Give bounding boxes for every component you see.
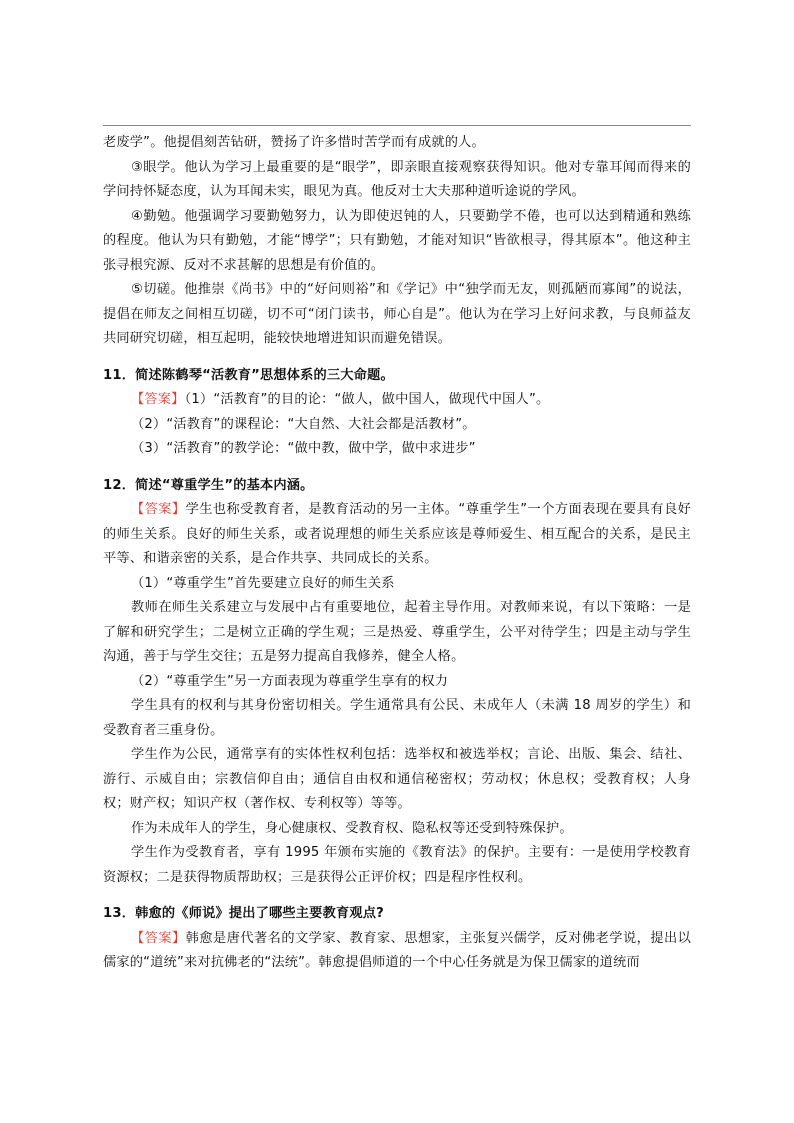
answer-12-paragraph-5: 学生作为受教育者，享有 1995 年颁布实施的《教育法》的保护。主要有：一是使用学校教育资源权；二是获得物质帮助权；三是获得公正评价权；四是程序性权利。 (103, 845, 691, 885)
answer-13-text: 韩愈是唐代著名的文学家、教育家、思想家，主张复兴儒学，反对佛老学说，提出以儒家的“道统”来对抗佛老的“法统”。韩愈提倡师道的一个中心任务就是为保卫儒家的道统而 (103, 930, 691, 970)
answer-11-item-2: （2）“活教育”的课程论：“大自然、大社会都是活教材”。 (131, 416, 476, 432)
question-12: 12．简述“尊重学生”的基本内涵。 (103, 477, 314, 493)
answer-12-paragraph-3: 学生作为公民，通常享有的实体性权利包括：选举权和被选举权；言论、出版、集会、结社、游行、示威自由；宗教信仰自由；通信自由权和通信秘密权；劳动权；休息权；受教育权；人身权；财产权；知识产权（著作权、专利权等）等等。 (103, 747, 691, 811)
answer-11-line-1 (103, 388, 691, 413)
answer-12-paragraph-4: 作为未成年人的学生，身心健康权、受教育权、隐私权等还受到特殊保护。 (131, 820, 573, 836)
answer-12-paragraph-1: 教师在师生关系建立与发展中占有重要地位，起着主导作用。对教师来说，有以下策略：一是了解和研究学生；二是树立正确的学生观；三是热爱、尊重学生，公平对待学生；四是主动与学生沟通，善于与学生交往；五是努力提高自我修养，健全人格。 (103, 600, 691, 664)
paragraph-qiecuo: ⑤切磋。他推崇《尚书》中的“好问则裕”和《学记》中“独学而无友，则孤陋而寡闻”的说法，提倡在师友之间相互切磋，切不可“闭门读书，师心自是”。他认为在学习上好问求教，与良师益友共同研究切磋，相互起明，能较快地增进知识而避免错误。 (103, 282, 691, 346)
answer-12-intro-text: 学生也称受教育者，是教育活动的另一主体。“尊重学生”一个方面表现在要具有良好的师生关系。良好的师生关系，或者说理想的师生关系应该是尊师爱生、相互配合的关系，是民主平等、和谐亲密的关系，是合作共享、共同成长的关系。 (103, 502, 691, 566)
paragraph-yanxue: ③眼学。他认为学习上最重要的是“眼学”，即亲眼直接观察获得知识。他对专靠耳闻而得来的学问持怀疑态度，认为耳闻未实，眼见为真。他反对士大夫那种道听途说的学风。 (103, 159, 691, 199)
answer-11-item-1: （1）“活教育”的目的论：“做人，做中国人，做现代中国人”。 (184, 392, 550, 407)
question-11: 11．简述陈鹤琴“活教育”思想体系的三大命题。 (103, 367, 394, 383)
question-13: 13．韩愈的《师说》提出了哪些主要教育观点? (103, 906, 384, 921)
answer-12-heading-1: （1）“尊重学生”首先要建立良好的师生关系 (131, 575, 395, 591)
answer-12-intro (103, 498, 691, 572)
paragraph-qinmian: ④勤勉。他强调学习要勤勉努力，认为即使迟钝的人，只要勤学不倦，也可以达到精通和熟练的程度。他认为只有勤勉，才能“博学”；只有勤勉，才能对知识“皆欲根寻，得其原本”。他这种主张寻根究源、反对不求甚解的思想是有价值的。 (103, 208, 691, 273)
answer-tag: 【答案】 (131, 502, 186, 517)
paragraph-continuation: 老废学”。他提倡刻苦钻研，赞扬了许多惜时苦学而有成就的人。 (103, 135, 485, 150)
document-body (103, 131, 691, 976)
answer-12-paragraph-2: 学生具有的权利与其身份密切相关。学生通常具有公民、未成年人（未满 18 周岁的学生）和受教育者三重身份。 (103, 698, 691, 738)
answer-tag: 【答案】 (131, 392, 185, 407)
answer-tag: 【答案】 (131, 930, 186, 946)
answer-11-item-3: （3）“活教育”的教学论：“做中教，做中学，做中求进步” (131, 441, 476, 456)
answer-12-heading-2: （2）“尊重学生”另一方面表现为尊重学生享有的权力 (131, 673, 449, 689)
answer-13 (103, 927, 691, 976)
header-rule (103, 125, 691, 126)
